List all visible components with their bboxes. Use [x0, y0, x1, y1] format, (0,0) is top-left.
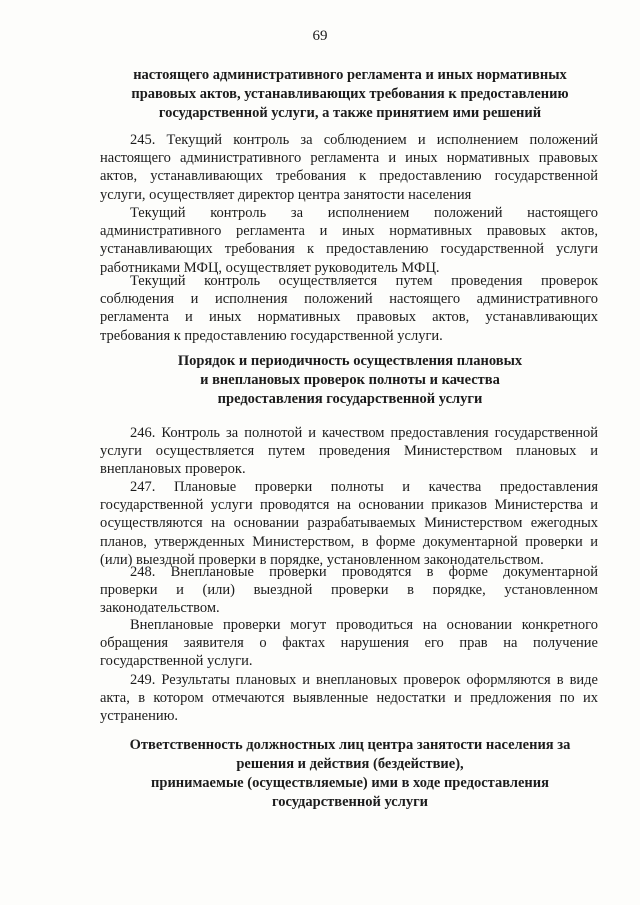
paragraph-line: 248. Внеплановые проверки проводятся в форме документарной: [130, 564, 598, 580]
paragraph-line: 245. Текущий контроль за соблюдением и исполнением положений: [130, 132, 598, 148]
heading-line: и внеплановых проверок полноты и качества: [200, 372, 500, 388]
paragraph-line: устанавливающих требования к предоставлению государственной услуги: [100, 241, 598, 258]
heading-line: принимаемые (осуществляемые) ими в ходе предоставления: [151, 775, 549, 791]
paragraph-245: [100, 131, 598, 204]
paragraph-line: Внеплановые проверки могут проводиться на основании конкретного: [130, 617, 598, 633]
heading-line: государственной услуги, а также принятием ими решений: [158, 105, 542, 121]
heading-line: настоящего административного регламента и иных нормативных: [133, 67, 567, 83]
paragraph-current-control-checks: [100, 272, 598, 345]
paragraph-line: обращения заявителя о фактах нарушения его прав на получение: [100, 635, 598, 652]
paragraph-line: планов, утвержденных Министерством, в форме документарной проверки и: [100, 533, 598, 550]
section-heading-inspections: [95, 352, 605, 409]
paragraph-line: требования к предоставлению государственной услуги.: [100, 327, 443, 344]
paragraph-249: [100, 671, 598, 726]
paragraph-line: актов, устанавливающих требования к предоставлению государственной: [100, 168, 598, 185]
page-number: 69: [312, 28, 328, 44]
paragraph-line: соблюдения и исполнения положений настоящего административного: [100, 291, 598, 308]
heading-line: Порядок и периодичность осуществления плановых: [177, 353, 523, 369]
paragraph-line: законодательством.: [100, 600, 220, 617]
paragraph-248: [100, 563, 598, 618]
paragraph-unscheduled-inspections: [100, 616, 598, 671]
paragraph-247: [100, 478, 598, 569]
paragraph-line: Текущий контроль осуществляется путем проведения проверок: [130, 273, 598, 289]
paragraph-line: государственной услуги проводятся на основании приказов Министерства и: [100, 497, 598, 514]
paragraph-line: 246. Контроль за полнотой и качеством предоставления государственной: [130, 425, 598, 441]
heading-line: Ответственность должностных лиц центра занятости населения за: [129, 737, 571, 753]
paragraph-line: государственной услуги.: [100, 653, 253, 670]
paragraph-246: [100, 424, 598, 479]
paragraph-line: акта, в котором отмечаются выявленные недостатки и предложения по их: [100, 690, 598, 707]
paragraph-line: 247. Плановые проверки полноты и качества предоставления: [130, 479, 598, 495]
paragraph-line: услуги осуществляется путем проведения Министерством плановых и: [100, 443, 598, 460]
heading-line: государственной услуги: [271, 794, 429, 810]
paragraph-line: Текущий контроль за исполнением положений настоящего: [130, 205, 598, 221]
paragraph-line: проверки и (или) выездной проверки в порядке, установленном: [100, 582, 598, 599]
paragraph-line: внеплановых проверок.: [100, 461, 246, 478]
heading-line: правовых актов, устанавливающих требования к предоставлению: [131, 86, 569, 102]
section-heading-responsibility: [95, 736, 605, 812]
section-heading-control: [95, 66, 605, 123]
heading-line: предоставления государственной услуги: [217, 391, 483, 407]
paragraph-line: регламента и иных нормативных правовых актов, устанавливающих: [100, 309, 598, 326]
paragraph-line: 249. Результаты плановых и внеплановых проверок оформляются в виде: [130, 672, 598, 688]
paragraph-line: работниками МФЦ, осуществляет руководитель МФЦ.: [100, 259, 440, 276]
paragraph-line: настоящего административного регламента и иных нормативных правовых: [100, 150, 598, 167]
paragraph-line: осуществляются на основании разрабатываемых Министерством ежегодных: [100, 515, 598, 532]
paragraph-current-control-mfc: [100, 204, 598, 277]
paragraph-line: устранению.: [100, 708, 179, 725]
paragraph-line: услуги, осуществляет директор центра занятости населения: [100, 186, 472, 203]
paragraph-line: (или) выездной проверки в порядке, установленном законодательством.: [100, 551, 544, 568]
heading-line: решения и действия (бездействие),: [236, 756, 464, 772]
paragraph-line: административного регламента и иных нормативных правовых актов,: [100, 223, 598, 240]
